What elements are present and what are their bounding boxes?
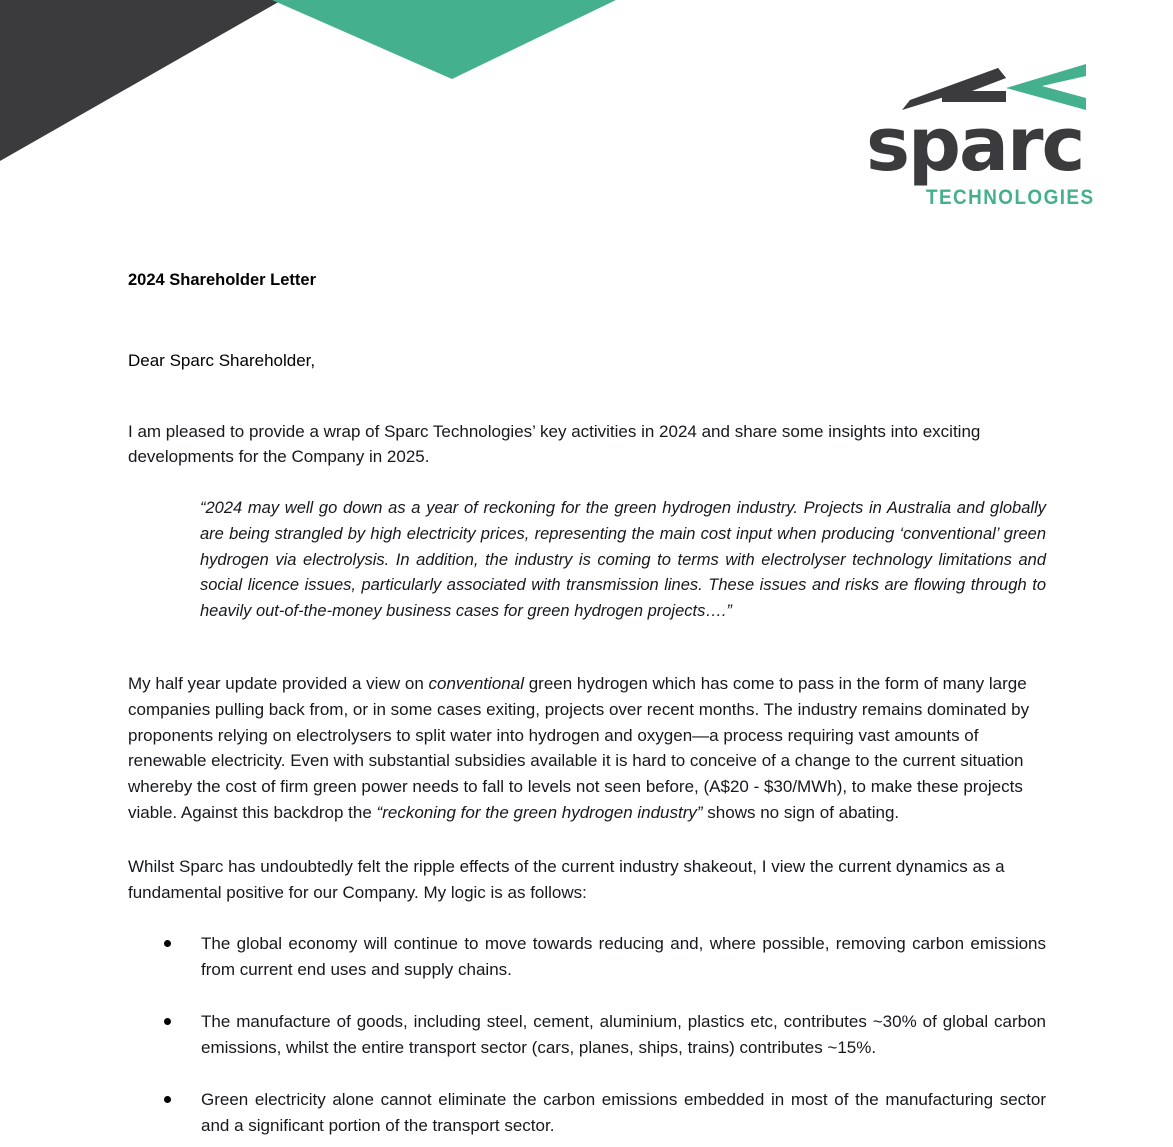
paragraph-three: Whilst Sparc has undoubtedly felt the ripple effects of the current industry shakeout, I view the current dynamics as a fundamental positive for our Company. My logic is as follows: bbox=[128, 856, 1005, 902]
paragraph-two bbox=[128, 671, 1046, 826]
list-item bbox=[128, 1009, 1046, 1061]
list-item-text: The global economy will continue to move towards reducing and, where possible, removing carbon emissions from current end uses and supply chains. bbox=[201, 934, 1046, 980]
page-title: 2024 Shareholder Letter bbox=[128, 271, 316, 289]
paragraph-two-part2: green hydrogen which has come to pass in the form of many large companies pulling back from, or in some cases exiting, projects over recent months. The industry remains dominated by proponents relying on electrolysers to split water into hydrogen and oxygen—a process requiring vast amounts of renewable electricity. Even with substantial subsidies available it is hard to conceive of a change to the current situation whereby the cost of firm green power needs to fall to levels not seen before, (A$20 - $30/MWh), to make these projects viable. Against this backdrop the bbox=[128, 673, 1030, 822]
list-item-text: Green electricity alone cannot eliminate the carbon emissions embedded in most of the manufacturing sector and a significant portion of the transport sector. bbox=[201, 1089, 1046, 1135]
intro-paragraph: I am pleased to provide a wrap of Sparc Technologies’ key activities in 2024 and share some insights into exciting developments for the Company in 2025. bbox=[128, 421, 981, 467]
bullet-dot-icon bbox=[164, 1018, 171, 1025]
dark-corner-triangle bbox=[0, 0, 282, 161]
logo-subtitle: TECHNOLOGIES bbox=[926, 186, 1095, 209]
pull-quote bbox=[200, 496, 1046, 625]
list-item bbox=[128, 1087, 1046, 1139]
salutation: Dear Sparc Shareholder, bbox=[128, 351, 316, 371]
paragraph-two-italic1: conventional bbox=[428, 673, 524, 693]
letter-body bbox=[128, 270, 1046, 1138]
logic-bullet-list bbox=[128, 931, 1046, 1138]
bullet-dot-icon bbox=[164, 940, 171, 947]
paragraph-two-part1: My half year update provided a view on bbox=[128, 673, 429, 693]
pull-quote-text: “2024 may well go down as a year of reckoning for the green hydrogen industry. Projects in Australia and globally are being strangled by high electricity prices, representing the main cost input when producing ‘conventional’ green hydrogen via electrolysis. In addition, the industry is coming to terms with electrolyser technology limitations and social licence issues, particularly associated with transmission lines. These issues and risks are flowing through to heavily out-of-the-money business cases for green hydrogen projects….” bbox=[200, 499, 1046, 621]
logo-wordmark: sparc bbox=[866, 102, 1084, 188]
list-item bbox=[128, 931, 1046, 983]
green-chevron-shape bbox=[272, 0, 616, 79]
paragraph-two-italic2: “reckoning for the green hydrogen industry” bbox=[376, 803, 703, 822]
list-item-text: The manufacture of goods, including steel, cement, aluminium, plastics etc, contributes ~30% of global carbon emissions, whilst the entire transport sector (cars, planes, ships, trains) contributes ~15%. bbox=[201, 1012, 1046, 1057]
sparc-logo bbox=[866, 58, 1095, 218]
bullet-dot-icon bbox=[164, 1096, 171, 1103]
paragraph-two-part3: shows no sign of abating. bbox=[702, 803, 900, 822]
